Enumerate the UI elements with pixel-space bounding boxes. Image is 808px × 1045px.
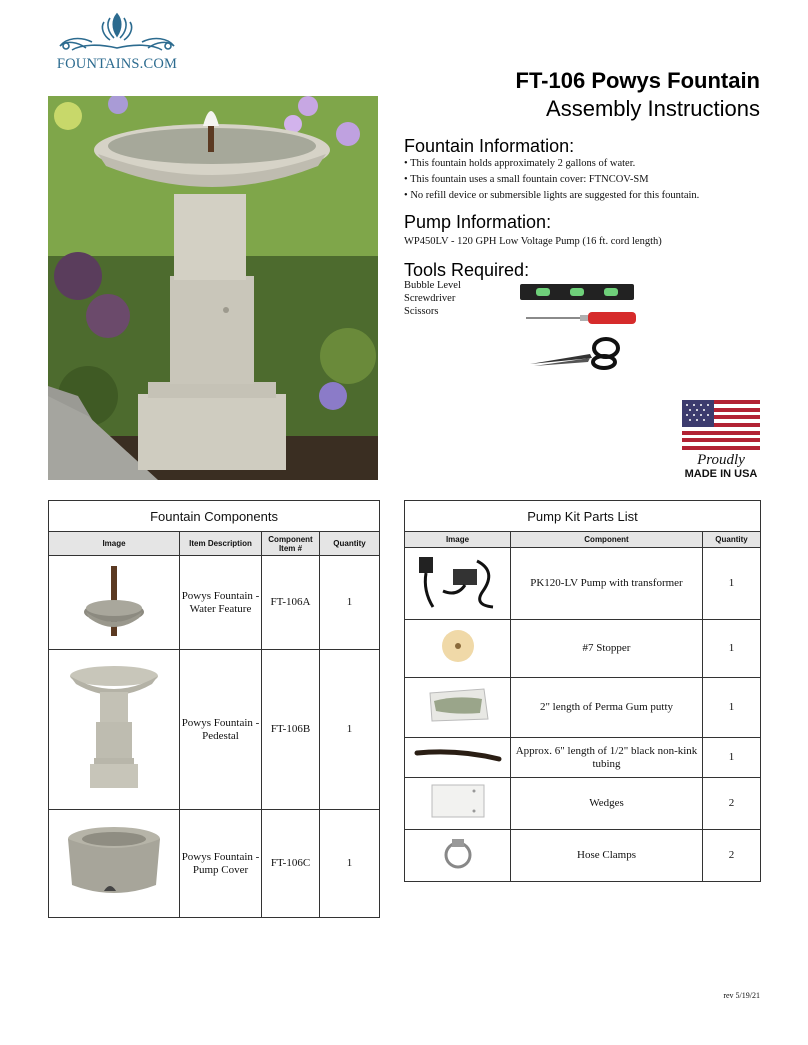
table-row <box>405 830 761 882</box>
item-number: FT-106C <box>262 810 320 918</box>
table-row <box>405 548 761 620</box>
putty-image <box>405 678 511 738</box>
fountain-photo <box>48 96 378 480</box>
pedestal-image <box>49 650 180 810</box>
component-name: Approx. 6" length of 1/2" black non-kink tubing <box>511 738 703 778</box>
component-quantity: 1 <box>703 678 761 738</box>
list-item: • This fountain holds approximately 2 gallons of water. <box>404 156 699 172</box>
column-header: Quantity <box>703 532 761 548</box>
made-in-usa-label: MADE IN USA <box>684 468 758 480</box>
table-row <box>49 810 380 918</box>
table-row <box>405 778 761 830</box>
column-header: Item Description <box>180 532 262 556</box>
component-quantity: 2 <box>703 778 761 830</box>
tubing-image <box>405 738 511 778</box>
revision-note: rev 5/19/21 <box>723 991 760 1000</box>
component-quantity: 1 <box>703 548 761 620</box>
pump-info-text: WP450LV - 120 GPH Low Voltage Pump (16 ft. cord length) <box>404 236 662 247</box>
document-title: FT-106 Powys Fountain <box>515 68 760 93</box>
table-row <box>405 620 761 678</box>
hose-clamp-image <box>405 830 511 882</box>
table-row <box>405 678 761 738</box>
item-description: Powys Fountain - Pump Cover <box>180 810 262 918</box>
fountain-info-list <box>404 156 699 204</box>
item-number: FT-106B <box>262 650 320 810</box>
document-subtitle: Assembly Instructions <box>546 96 760 121</box>
tools-list <box>404 279 461 318</box>
pump-info-heading: Pump Information: <box>404 212 552 232</box>
table-row <box>405 738 761 778</box>
component-quantity: 2 <box>703 830 761 882</box>
column-header: Quantity <box>320 532 380 556</box>
table-caption: Fountain Components <box>49 501 380 532</box>
component-name: Hose Clamps <box>511 830 703 882</box>
component-name: Wedges <box>511 778 703 830</box>
fountain-components-table <box>48 500 380 918</box>
pump-kit-table <box>404 500 761 882</box>
logo-wordmark: FOUNTAINS.COM <box>56 56 178 72</box>
component-quantity: 1 <box>703 738 761 778</box>
column-header: Component <box>511 532 703 548</box>
list-item: Screwdriver <box>404 293 456 304</box>
list-item: Scissors <box>404 306 439 317</box>
item-quantity: 1 <box>320 810 380 918</box>
item-number: FT-106A <box>262 556 320 650</box>
fountains-logo <box>52 6 182 82</box>
water-feature-image <box>49 556 180 650</box>
usa-flag-icon <box>682 400 760 450</box>
table-caption: Pump Kit Parts List <box>405 501 761 532</box>
fountain-emblem-icon <box>52 6 182 56</box>
column-header: Image <box>405 532 511 548</box>
bubble-level-icon <box>520 282 634 302</box>
list-item: • This fountain uses a small fountain cover: FTNCOV-SM <box>404 172 699 188</box>
column-header: Image <box>49 532 180 556</box>
proudly-script: Proudly <box>697 452 745 468</box>
item-description: Powys Fountain - Pedestal <box>180 650 262 810</box>
screwdriver-icon <box>526 310 636 326</box>
component-name: 2" length of Perma Gum putty <box>511 678 703 738</box>
table-row <box>49 650 380 810</box>
fountain-info-heading: Fountain Information: <box>404 136 575 156</box>
column-header: Component Item # <box>262 532 320 556</box>
component-name: #7 Stopper <box>511 620 703 678</box>
list-item: • No refill device or submersible lights are suggested for this fountain. <box>404 188 699 204</box>
wedges-image <box>405 778 511 830</box>
component-quantity: 1 <box>703 620 761 678</box>
tools-heading: Tools Required: <box>404 260 530 280</box>
item-quantity: 1 <box>320 650 380 810</box>
item-description: Powys Fountain - Water Feature <box>180 556 262 650</box>
component-name: PK120-LV Pump with transformer <box>511 548 703 620</box>
list-item: Bubble Level <box>404 280 461 291</box>
table-row <box>49 556 380 650</box>
pump-transformer-image <box>405 548 511 620</box>
pump-cover-image <box>49 810 180 918</box>
scissors-icon <box>530 336 626 370</box>
item-quantity: 1 <box>320 556 380 650</box>
stopper-image <box>405 620 511 678</box>
